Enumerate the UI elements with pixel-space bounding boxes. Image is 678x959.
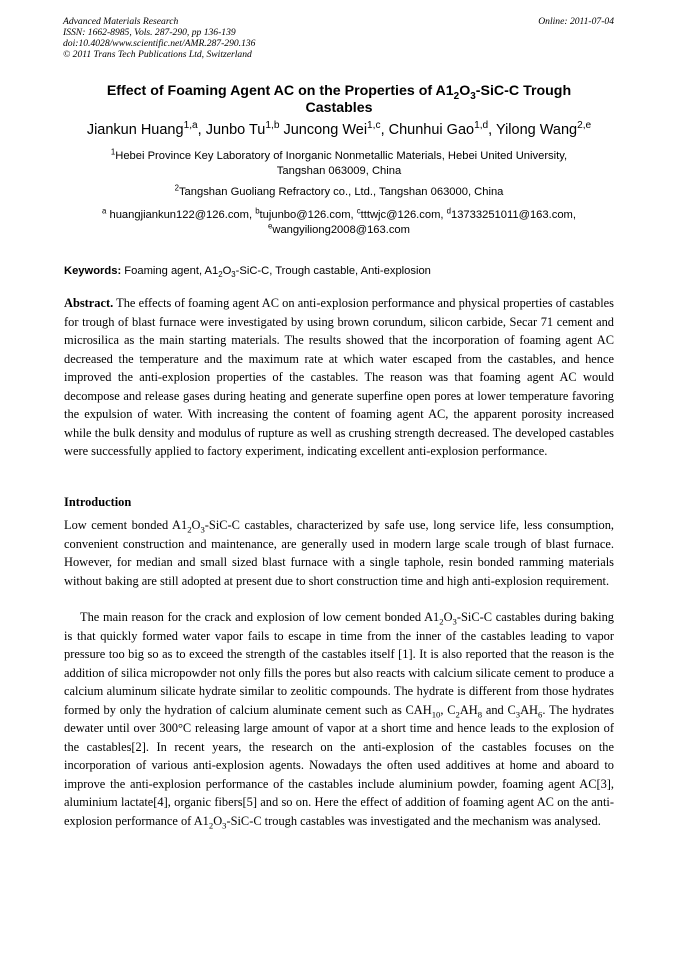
affiliation-1: $^1$Hebei Province Key Laboratory of Inorganic Nonmetallic Materials, Hebei United University, Tangshan 063009, China xyxy=(110,147,568,177)
affiliation-2: $^2$Tangshan Guoliang Refractory co., Ltd., Tangshan 063000, China xyxy=(174,183,504,198)
online-date: Online: 2011-07-04 xyxy=(538,16,614,27)
author: Yilong Wang$^{2,e}$ xyxy=(495,120,592,138)
keywords: Keywords: Foaming agent, $A1_2O_3-SiC-C$, Trough castable, Anti-explosion xyxy=(64,265,431,280)
abstract-label: Abstract. xyxy=(64,296,114,310)
email: $^c$tttwjc@126.com, xyxy=(356,206,447,221)
keywords-label: Keywords: xyxy=(64,265,122,277)
journal-name: Advanced Materials Research xyxy=(63,16,179,27)
journal-header xyxy=(63,16,255,60)
issn-line: ISSN: 1662-8985, Vols. 287-290, pp 136-139 xyxy=(63,27,236,38)
author: Chunhui Gao$^{1,d}$, xyxy=(388,120,496,138)
author: Junbo Tu$^{1,b}$ xyxy=(205,120,280,138)
doi-line: doi:10.4028/www.scientific.net/AMR.287-290.136 xyxy=(63,38,256,49)
intro-paragraph-2: The main reason for the crack and explosion of low cement bonded $A1_2O_3-SiC-C$ castables during baking is that quickly formed water vapor fails to escape in time from the inner of the castables leading to vapor pressure too big so as to exceed the strength of the castables itself [1]. It is also reported that the reason is the addition of silica micropowder not only fills the pores but also reacts with calcium silicate cement to produce a calcium aluminum silicate hydrate similar to zeolitic compounds. The hydrate is different from those hydrates formed by only the hydration of calcium aluminate cement such as $CAH_{10}$, $C_2AH_8$ and $C_3AH_6$. The hydrates dewater until over 300°C releasing large amount of vapor at a short time and hence leads to the explosion of the castables[2]. In recent years, the research on the anti-explosion of the castables focuses on the incorporation of various anti-explosion agents. Nowadays the often used additives at home and aboard to improve the anti-explosion performance of the castables include aluminium powder, foaming agent AC[3], aluminium lactate[4], organic fibers[5] and so on. Here the effect of addition of foaming agent AC on the anti-explosion performance of $A1_2O_3-SiC-C$ trough castables was investigated and the mechanism was analysed. xyxy=(64,610,614,830)
title-sub: 2 xyxy=(453,90,460,102)
email-list xyxy=(64,208,614,238)
title-text: O xyxy=(459,83,471,99)
section-heading-introduction: Introduction xyxy=(64,495,132,509)
email: $^a$ huangjiankun122@126.com, xyxy=(102,206,256,221)
abstract-text: The effects of foaming agent AC on anti-explosion performance and physical properties of castables for trough of blast furnace were investigated by using brown corundum, silicon carbide, Secar 71 cement and microsilica as the main starting materials. The results showed that the incorporation of foaming agent AC decreased the temperature and the maximum rate at which water escaped from the castables, and hence improved the anti-explosion properties of the castables. The reason was that foaming agent AC would decompose and release gases during heating and generate superfine open pores at lower temperature favoring the expulsion of water. With increasing the content of foaming agent AC, the apparent porosity increased while the bulk density and modulus of rupture as well as crushing strength decreased. The developed castables were successfully applied to factory experiment, indicating excellent anti-explosion performance. xyxy=(64,296,614,458)
title-text: Effect of Foaming Agent AC on the Properties of A1 xyxy=(106,83,454,99)
author: Jiankun Huang$^{1,a}$, xyxy=(86,120,206,138)
title-line2: Castables xyxy=(305,100,373,116)
abstract xyxy=(64,294,614,461)
email: $^b$tujunbo@126.com, xyxy=(255,206,357,221)
author-list xyxy=(40,121,638,139)
title-text: -SiC-C Trough xyxy=(475,83,572,99)
email: $^e$wangyiliong2008@163.com xyxy=(268,221,410,236)
author: Juncong Wei$^{1,c}$, xyxy=(283,120,389,138)
copyright-line: © 2011 Trans Tech Publications Ltd, Switzerland xyxy=(63,49,252,60)
title-sub: 3 xyxy=(470,90,476,102)
intro-paragraph-1: Low cement bonded $A1_2O_3-SiC-C$ castables, characterized by safe use, long service life, less consumption, convenient construction and maintenance, are generally used in modern large scale trough of blast furnace. However, for median and small sized blast furnace with a single taphole, resin bonded ramming materials without baking are still adopted at present due to short construction time and high anti-explosion requirement. xyxy=(64,518,614,588)
paper-title xyxy=(64,83,614,117)
email: $^d$13733251011@163.com, xyxy=(446,206,576,221)
